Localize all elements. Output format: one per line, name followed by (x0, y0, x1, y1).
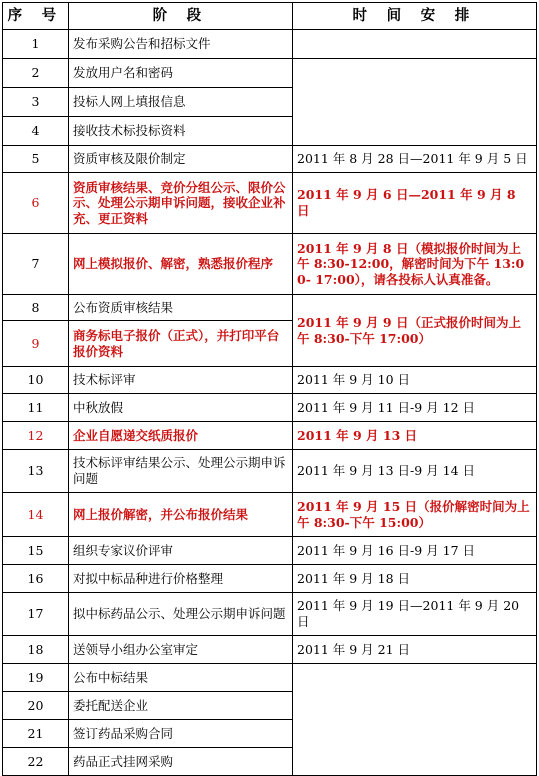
row-number: 10 (3, 367, 69, 394)
row-number: 17 (3, 593, 69, 636)
table-row (3, 664, 537, 692)
stage-cell: 商务标电子报价（正式），并打印平台报价资料 (69, 321, 293, 367)
row-number: 5 (3, 146, 69, 173)
table-row (3, 234, 537, 295)
table-row (3, 450, 537, 493)
row-number: 9 (3, 321, 69, 367)
row-number: 21 (3, 720, 69, 748)
row-number: 12 (3, 422, 69, 450)
stage-cell: 中秋放假 (69, 394, 293, 422)
row-number: 1 (3, 30, 69, 59)
table-row (3, 295, 537, 321)
stage-cell: 企业自愿递交纸质报价 (69, 422, 293, 450)
stage-cell: 资质审核结果、竞价分组公示、限价公示、处理公示期申诉问题，接收企业补充、更正资料 (69, 173, 293, 234)
table-row (3, 146, 537, 173)
stage-cell: 发放用户名和密码 (69, 59, 293, 88)
header-stage: 阶 段 (69, 3, 293, 30)
table-row (3, 537, 537, 565)
row-number: 22 (3, 748, 69, 776)
stage-cell: 资质审核及限价制定 (69, 146, 293, 173)
stage-cell: 网上报价解密，并公布报价结果 (69, 493, 293, 537)
header-num: 序 号 (3, 3, 69, 30)
time-cell: 2011 年 9 月 6 日—2011 年 9 月 8 日 (293, 173, 537, 234)
row-number: 8 (3, 295, 69, 321)
time-cell-empty (293, 59, 537, 146)
time-cell-empty (293, 664, 537, 776)
time-cell: 2011 年 9 月 13 日 (293, 422, 537, 450)
stage-cell: 技术标评审结果公示、处理公示期申诉问题 (69, 450, 293, 493)
time-cell: 2011 年 9 月 13 日-9 月 14 日 (293, 450, 537, 493)
table-row (3, 59, 537, 88)
row-number: 19 (3, 664, 69, 692)
stage-cell: 技术标评审 (69, 367, 293, 394)
stage-cell: 组织专家议价评审 (69, 537, 293, 565)
table-row (3, 422, 537, 450)
table-row (3, 173, 537, 234)
table-row (3, 394, 537, 422)
time-cell: 2011 年 8 月 28 日—2011 年 9 月 5 日 (293, 146, 537, 173)
stage-cell: 发布采购公告和招标文件 (69, 30, 293, 59)
time-cell: 2011 年 9 月 10 日 (293, 367, 537, 394)
stage-cell: 拟中标药品公示、处理公示期申诉问题 (69, 593, 293, 636)
row-number: 15 (3, 537, 69, 565)
stage-cell: 公布资质审核结果 (69, 295, 293, 321)
time-cell-empty (293, 30, 537, 59)
time-cell: 2011 年 9 月 8 日（模拟报价时间为上午 8:30-12:00，解密时间为下午 13:00- 17:00），请各投标人认真准备。 (293, 234, 537, 295)
header-time: 时 间 安 排 (293, 3, 537, 30)
table-row (3, 593, 537, 636)
table-row (3, 493, 537, 537)
table-row (3, 636, 537, 664)
header-row (3, 3, 537, 30)
stage-cell: 投标人网上填报信息 (69, 88, 293, 117)
row-number: 20 (3, 692, 69, 720)
stage-cell: 委托配送企业 (69, 692, 293, 720)
row-number: 14 (3, 493, 69, 537)
stage-cell: 药品正式挂网采购 (69, 748, 293, 776)
stage-cell: 公布中标结果 (69, 664, 293, 692)
row-number: 6 (3, 173, 69, 234)
row-number: 18 (3, 636, 69, 664)
time-cell: 2011 年 9 月 16 日-9 月 17 日 (293, 537, 537, 565)
time-cell: 2011 年 9 月 18 日 (293, 565, 537, 593)
time-cell: 2011 年 9 月 15 日（报价解密时间为上午 8:30-下午 15:00） (293, 493, 537, 537)
row-number: 2 (3, 59, 69, 88)
row-number: 11 (3, 394, 69, 422)
table-row (3, 30, 537, 59)
schedule-table (2, 2, 537, 776)
stage-cell: 送领导小组办公室审定 (69, 636, 293, 664)
time-cell: 2011 年 9 月 9 日（正式报价时间为上午 8:30-下午 17:00） (293, 295, 537, 367)
row-number: 3 (3, 88, 69, 117)
stage-cell: 签订药品采购合同 (69, 720, 293, 748)
table-row (3, 367, 537, 394)
time-cell: 2011 年 9 月 11 日-9 月 12 日 (293, 394, 537, 422)
time-cell: 2011 年 9 月 19 日—2011 年 9 月 20 日 (293, 593, 537, 636)
stage-cell: 接收技术标投标资料 (69, 117, 293, 146)
row-number: 4 (3, 117, 69, 146)
stage-cell: 对拟中标品种进行价格整理 (69, 565, 293, 593)
row-number: 16 (3, 565, 69, 593)
row-number: 7 (3, 234, 69, 295)
table-row (3, 565, 537, 593)
row-number: 13 (3, 450, 69, 493)
stage-cell: 网上模拟报价、解密，熟悉报价程序 (69, 234, 293, 295)
time-cell: 2011 年 9 月 21 日 (293, 636, 537, 664)
